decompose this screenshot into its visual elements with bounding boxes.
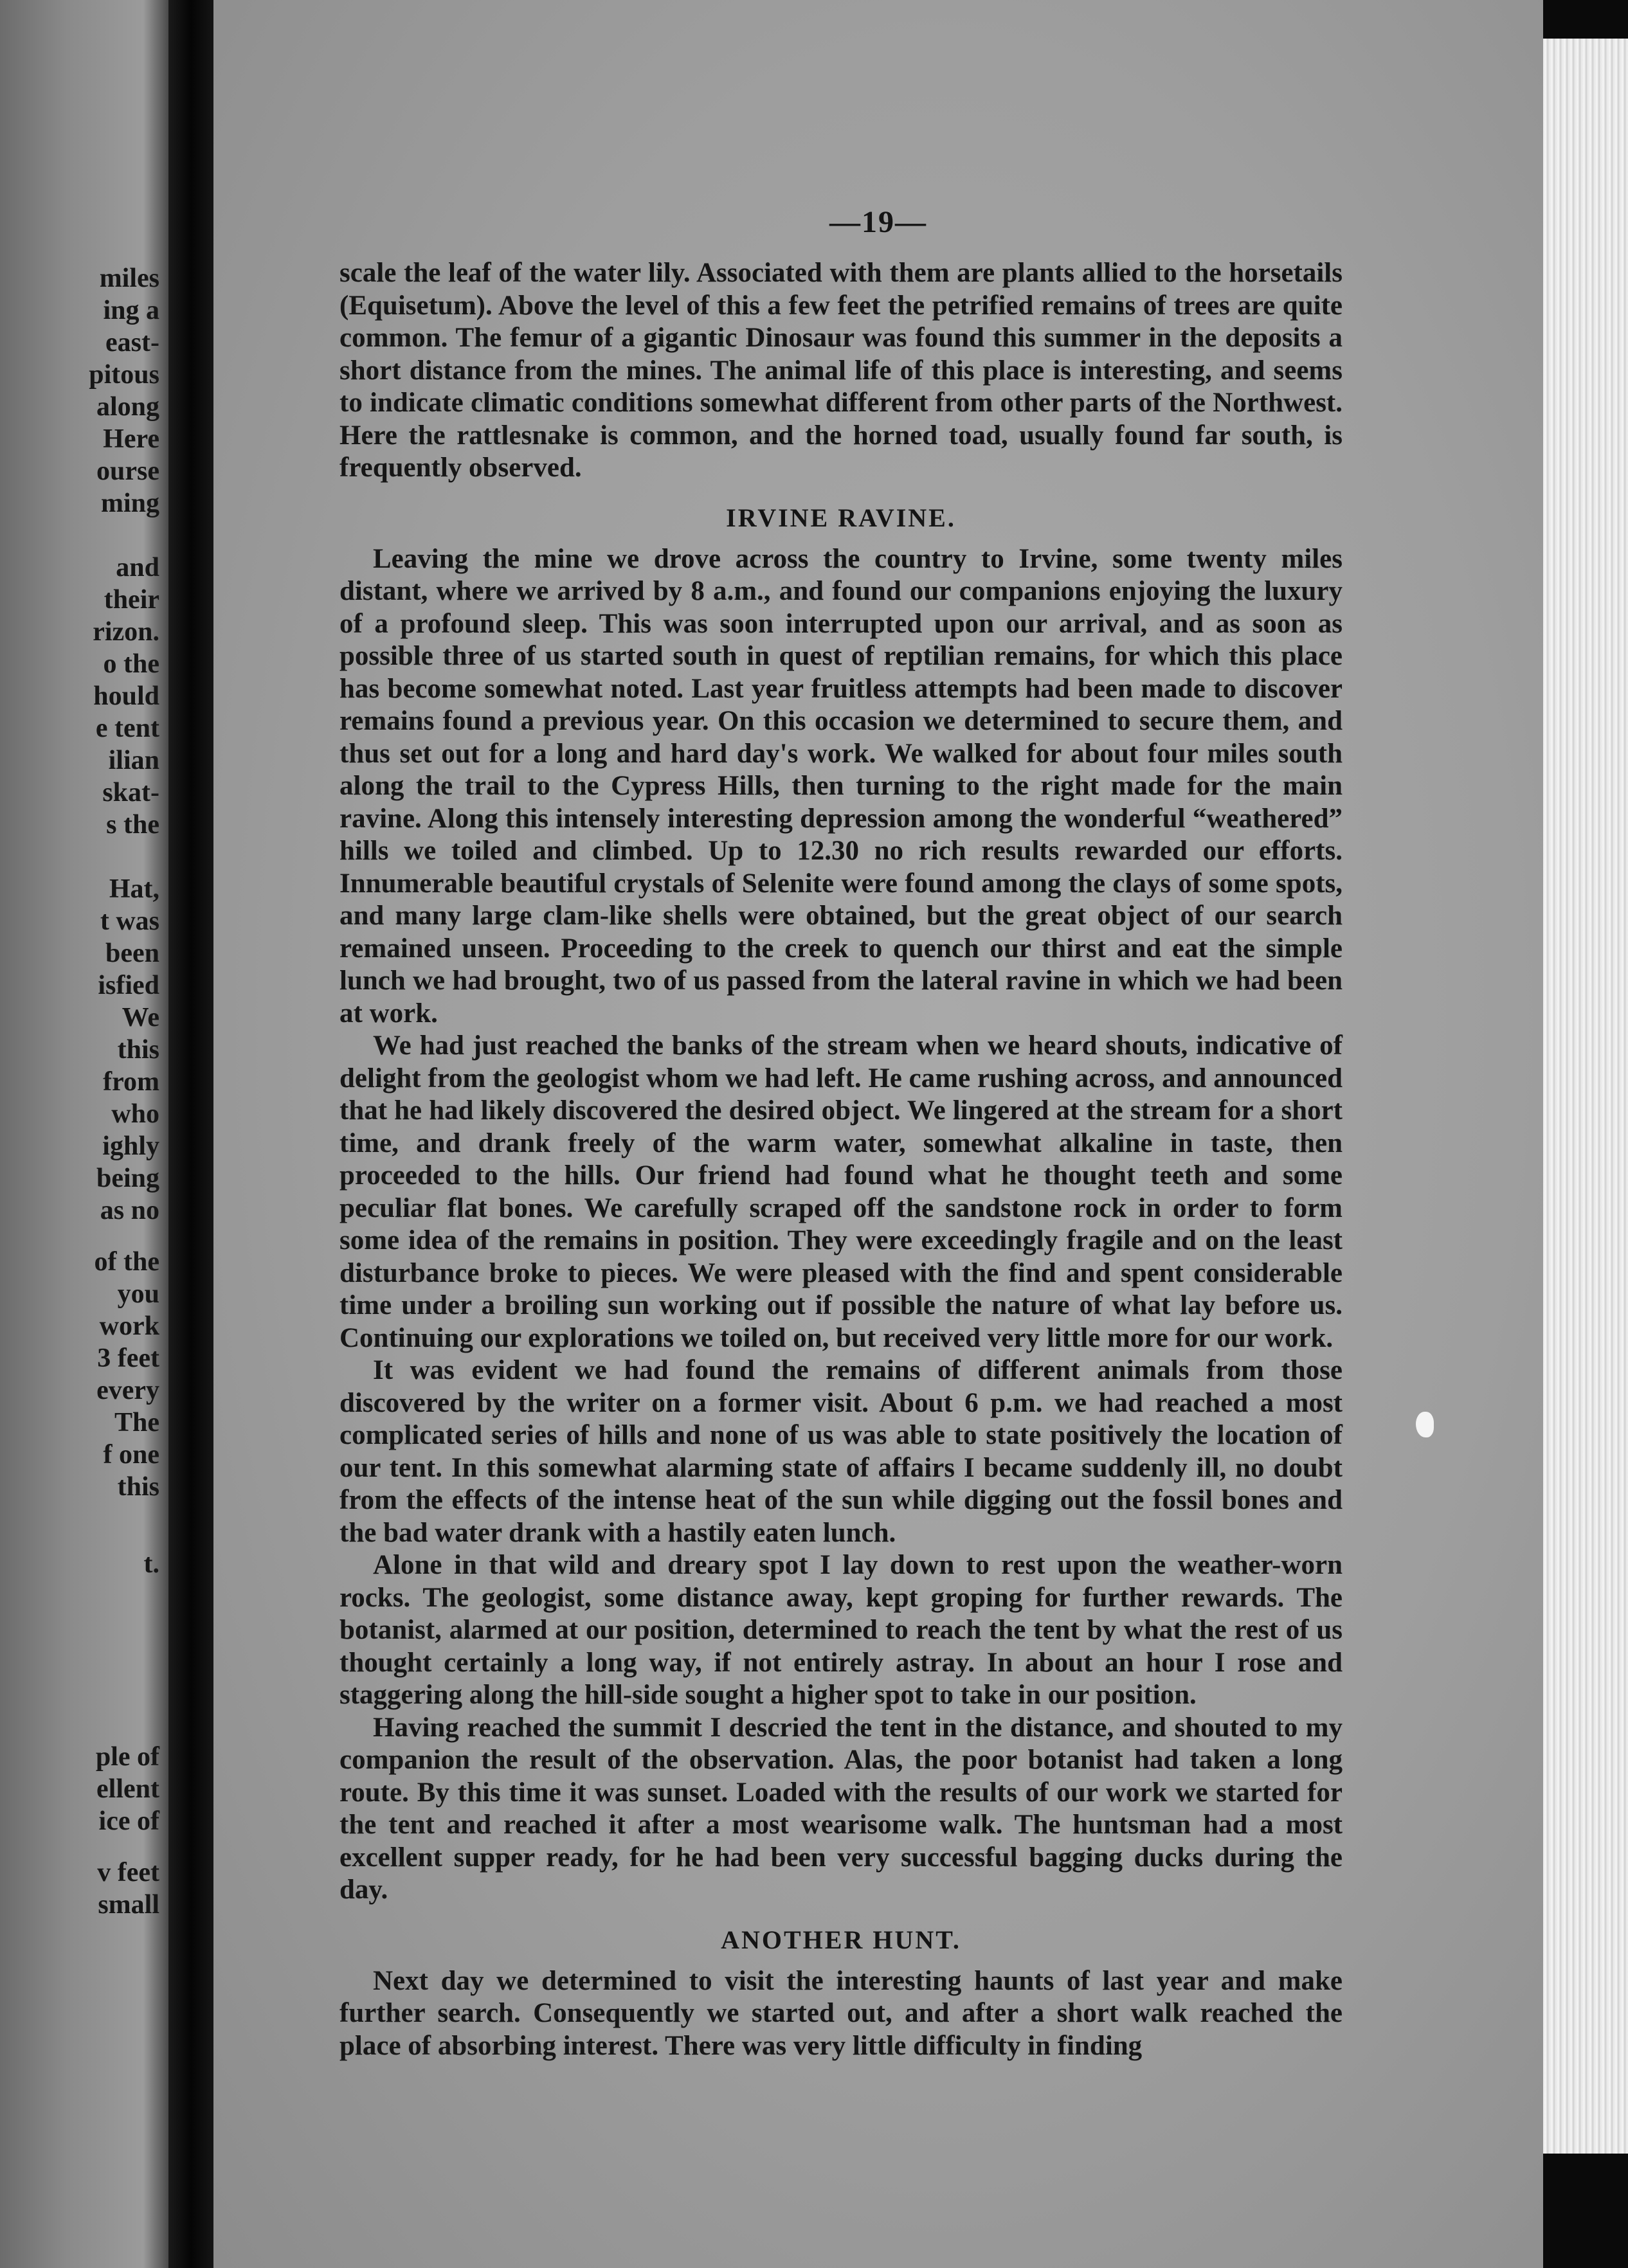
facing-page-fragment: The	[114, 1408, 159, 1437]
facing-page-fragment: t.	[143, 1549, 159, 1579]
facing-page-fragment: skat-	[102, 778, 159, 807]
paper-blemish	[1416, 1412, 1434, 1437]
facing-page-fragment: ourse	[96, 456, 159, 486]
paragraph: It was evident we had found the remains of different animals from those discovered by the writer on a former visit. About 6 p.m. we had reached a most complicated series of hills and none of us was able to state positively the location of our tent. In this somewhat alarming state of affairs I became suddenly ill, no doubt from the effects of the intense heat of the sun while digging out the fossil bones and the bad water drank with a hastily eaten lunch.	[339, 1355, 1343, 1548]
facing-page-fragment: work	[99, 1311, 159, 1341]
facing-page-fragment: 3 feet	[97, 1344, 159, 1373]
paragraph: Leaving the mine we drove across the country to Irvine, some twenty miles distant, where we arrived by 8 a.m., and found our companions enjoying the luxury of a profound sleep. This was soon interrupted upon our arrival, and as soon as possible three of us started south in quest of reptilian remains, for which this place has become somewhat noted. Last year fruitless attempts had been made to discover remains found a previous year. On this occasion we determined to secure them, and thus set out for a long and hard day's work. We walked for about four miles south along the trail to the Cypress Hills, then turning to the right made for the main ravine. Along this intensely interesting depression among the wonderful “weathered” hills we toiled and climbed. Up to 12.30 no rich results rewarded our efforts. Innumerable beautiful crystals of Selenite were found among the clays of some spots, and many large clam-like shells were obtained, but the great object of our search remained unseen. Proceeding to the creek to quench our thirst and eat the simple lunch we had brought, two of us passed from the lateral ravine in which we had been at work.	[339, 543, 1343, 1029]
facing-page-fragment: e tent	[95, 714, 159, 743]
facing-page-fragment: this	[117, 1035, 159, 1065]
paragraph: Next day we determined to visit the interesting haunts of last year and make further search. Consequently we started out, and after a short walk reached the place of absorbing interest. There was very little difficulty in finding	[339, 1965, 1343, 2061]
book-gutter	[168, 0, 213, 2268]
facing-page-fragment: t was	[100, 906, 159, 936]
facing-page-fragment: Hat,	[109, 874, 159, 904]
facing-page-fragment: pitous	[89, 360, 159, 390]
paragraph: Having reached the summit I descried the tent in the distance, and shouted to my companion the result of the observation. Alas, the poor botanist had taken a long route. By this time it was sunset. Loaded with the results of our work we started for the tent and reached it after a most wearisome walk. The huntsman had a most excellent supper ready, for he had been very successful bagging ducks during the day.	[339, 1712, 1343, 1905]
facing-page-fragment: ilian	[108, 746, 159, 775]
background-shadow	[1543, 2154, 1628, 2268]
facing-page-fragment: small	[98, 1890, 159, 1920]
section-heading: IRVINE RAVINE.	[726, 503, 956, 532]
facing-page-fragment: ing a	[103, 296, 159, 325]
facing-page-fragment: this	[117, 1472, 159, 1502]
facing-page-fragment: ice of	[98, 1806, 159, 1836]
page-edges	[1543, 39, 1628, 2154]
section-heading: ANOTHER HUNT.	[721, 1925, 961, 1954]
facing-page-fragment: v feet	[97, 1858, 159, 1887]
facing-page-fragment: Here	[103, 424, 159, 454]
main-page	[213, 0, 1543, 2268]
paragraph: scale the leaf of the water lily. Associated with them are plants allied to the horsetails (Equisetum). Above the level of this a few feet the petrified remains of trees are quite common. The femur of a gigantic Dinosaur was found this summer in the deposits a short distance from the mines. The animal life of this place is interesting, and seems to indicate climatic conditions somewhat different from other parts of the Northwest. Here the rattlesnake is common, and the horned toad, usually found far south, is frequently observed.	[339, 258, 1343, 483]
page-number: —19—	[829, 205, 927, 239]
facing-page-fragment: east-	[105, 328, 159, 357]
facing-page	[0, 0, 168, 2268]
facing-page-fragment: ellent	[96, 1774, 159, 1804]
facing-page-fragment: as no	[100, 1196, 159, 1225]
facing-page-fragment: hould	[93, 681, 159, 711]
facing-page-fragment: f one	[103, 1440, 159, 1470]
facing-page-fragment: been	[105, 939, 159, 968]
paragraph: Alone in that wild and dreary spot I lay down to rest upon the weather-worn rocks. The geologist, some distance away, kept groping for further rewards. The botanist, alarmed at our position, determined to reach the tent by what the rest of us thought certainly a long way, if not entirely astray. In about an hour I rose and staggering along the hill-side sought a higher spot to take in our position.	[339, 1550, 1343, 1710]
facing-page-fragment: ple of	[95, 1742, 159, 1772]
facing-page-fragment: We	[122, 1003, 159, 1032]
facing-page-fragment: rizon.	[93, 617, 159, 647]
facing-page-fragment: who	[111, 1099, 159, 1129]
paragraph: We had just reached the banks of the stream when we heard shouts, indicative of delight from the geologist whom we had left. He came rushing across, and announced that he had likely discovered the desired object. We lingered at the stream for a short time, and drank freely of the warm water, somewhat alkaline in taste, then proceeded to the hills. Our friend had found what he thought teeth and some peculiar flat bones. We carefully scraped off the sandstone rock in order to form some idea of the remains in position. They were exceedingly fragile and on the least disturbance broke to pieces. We were pleased with the find and spent considerable time under a broiling sun working out if possible the nature of what lay before us. Continuing our explorations we toiled on, but received very little more for our work.	[339, 1030, 1343, 1353]
facing-page-fragment: miles	[99, 264, 159, 293]
facing-page-fragment: along	[96, 392, 159, 422]
facing-page-fragment: o the	[103, 649, 159, 679]
facing-page-fragment: you	[117, 1279, 159, 1309]
facing-page-fragment: ming	[100, 489, 159, 518]
facing-page-fragment: being	[96, 1164, 159, 1193]
facing-page-fragment: ighly	[102, 1131, 159, 1161]
facing-page-fragment: every	[96, 1376, 159, 1405]
facing-page-fragment: from	[103, 1067, 159, 1097]
facing-page-fragment: isfied	[98, 971, 159, 1000]
page-body	[339, 257, 1343, 2062]
facing-page-fragment: their	[104, 585, 159, 615]
facing-page-fragment: s the	[106, 810, 159, 840]
facing-page-fragment: of the	[94, 1247, 159, 1277]
facing-page-fragment: and	[116, 553, 159, 582]
